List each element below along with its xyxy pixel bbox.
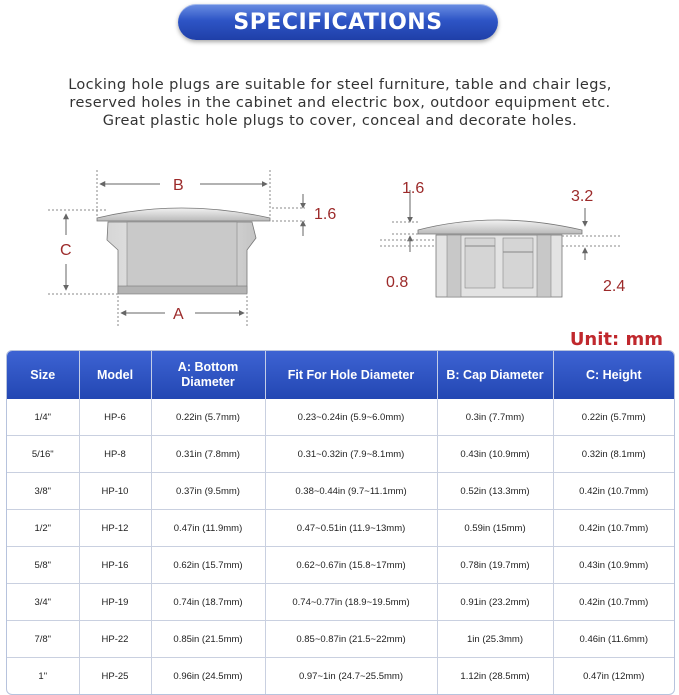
label-b: B: [173, 177, 184, 194]
col-header-bottom-diameter: A: Bottom Diameter: [151, 351, 265, 399]
cell-cap-diameter: 0.78in (19.7mm): [437, 547, 553, 584]
col-header-cap-diameter: B: Cap Diameter: [437, 351, 553, 399]
dimension-diagrams: [0, 160, 679, 330]
cell-cap-diameter: 0.52in (13.3mm): [437, 473, 553, 510]
cell-cap-diameter: 0.3in (7.7mm): [437, 399, 553, 436]
label-right-1-6: 1.6: [402, 180, 425, 197]
cell-size: 5/8": [7, 547, 79, 584]
table-row: [7, 547, 674, 584]
cell-height: 0.22in (5.7mm): [581, 411, 646, 423]
col-header-model: Model: [79, 351, 151, 399]
cell-model: HP-10: [79, 473, 151, 510]
cell-fit-hole: 0.38~0.44in (9.7~11.1mm): [265, 473, 437, 510]
label-right-3-2: 3.2: [571, 188, 594, 205]
spec-table: [7, 351, 674, 694]
cell-model: HP-16: [79, 547, 151, 584]
cell-cap-diameter: 1.12in (28.5mm): [437, 658, 553, 695]
plug-section-view: [380, 190, 620, 297]
cell-size: 3/8": [7, 473, 79, 510]
cell-cap-diameter: 1in (25.3mm): [437, 621, 553, 658]
intro-line: reserved holes in the cabinet and electric box, outdoor equipment etc.: [69, 95, 611, 111]
cell-cap-diameter: 0.59in (15mm): [437, 510, 553, 547]
cell-height: 0.47in (12mm): [553, 658, 674, 695]
cell-bottom-diameter: 0.96in (24.5mm): [151, 658, 265, 695]
intro-line: Locking hole plugs are suitable for steel furniture, table and chair legs,: [68, 77, 612, 93]
cell-size: 3/4": [7, 584, 79, 621]
table-row: [7, 436, 674, 473]
unit-label: [570, 329, 663, 350]
cell-model: HP-6: [79, 399, 151, 436]
cell-model: HP-12: [79, 510, 151, 547]
intro-text: [20, 76, 660, 130]
col-header-fit-hole: Fit For Hole Diameter: [265, 351, 437, 399]
table-row: [7, 584, 674, 621]
table-row: [7, 473, 674, 510]
label-right-0-8: 0.8: [386, 274, 409, 291]
cell-model: HP-22: [79, 621, 151, 658]
cell-height: 0.43in (10.9mm): [553, 547, 674, 584]
col-header-height: C: Height: [553, 351, 674, 399]
cell-bottom-diameter: 0.22in (5.7mm): [151, 399, 265, 436]
cell-fit-hole: 0.62~0.67in (15.8~17mm): [265, 547, 437, 584]
page-title: SPECIFICATIONS: [233, 9, 443, 35]
cell-height: 0.42in (10.7mm): [553, 510, 674, 547]
cell-cap-diameter: 0.43in (10.9mm): [437, 436, 553, 473]
cell-bottom-diameter: 0.31in (7.8mm): [151, 436, 265, 473]
cell-size: 5/16": [7, 436, 79, 473]
cell-bottom-diameter: 0.47in (11.9mm): [151, 510, 265, 547]
cell-size: 1/4": [7, 399, 79, 436]
table-row: [7, 510, 674, 547]
cell-size: 1": [7, 658, 79, 695]
cell-fit-hole: 0.97~1in (24.7~25.5mm): [265, 658, 437, 695]
cell-fit-hole: 0.47~0.51in (11.9~13mm): [265, 510, 437, 547]
cell-height: 0.32in (8.1mm): [553, 436, 674, 473]
table-row: [7, 658, 674, 695]
cell-size: 1/2": [7, 510, 79, 547]
cell-bottom-diameter: 0.62in (15.7mm): [151, 547, 265, 584]
unit-text: Unit: mm: [569, 329, 663, 350]
cell-height: 0.46in (11.6mm): [553, 621, 674, 658]
cell-model: HP-8: [79, 436, 151, 473]
cell-height: 0.42in (10.7mm): [553, 473, 674, 510]
cell-bottom-diameter: 0.85in (21.5mm): [151, 621, 265, 658]
cell-model: HP-25: [79, 658, 151, 695]
intro-line: Great plastic hole plugs to cover, conceal and decorate holes.: [102, 113, 578, 129]
label-cap-thickness: 1.6: [314, 206, 337, 223]
cell-model: HP-19: [79, 584, 151, 621]
spec-table-wrapper: [6, 350, 675, 695]
label-c: C: [60, 242, 72, 259]
col-header-size: Size: [7, 351, 79, 399]
label-right-2-4: 2.4: [603, 278, 626, 295]
table-header-row: [7, 351, 674, 399]
cell-fit-hole: 0.23~0.24in (5.9~6.0mm): [265, 399, 437, 436]
cell-cap-diameter: 0.91in (23.2mm): [437, 584, 553, 621]
cell-fit-hole: 0.85~0.87in (21.5~22mm): [265, 621, 437, 658]
label-a: A: [173, 306, 184, 323]
cell-bottom-diameter: 0.37in (9.5mm): [151, 473, 265, 510]
cell-fit-hole: 0.31~0.32in (7.9~8.1mm): [265, 436, 437, 473]
title-banner: [178, 4, 498, 40]
table-row: [7, 399, 674, 436]
cell-size: 7/8": [7, 621, 79, 658]
table-row: [7, 621, 674, 658]
cell-fit-hole: 0.74~0.77in (18.9~19.5mm): [265, 584, 437, 621]
cell-bottom-diameter: 0.74in (18.7mm): [151, 584, 265, 621]
cell-height: 0.42in (10.7mm): [553, 584, 674, 621]
